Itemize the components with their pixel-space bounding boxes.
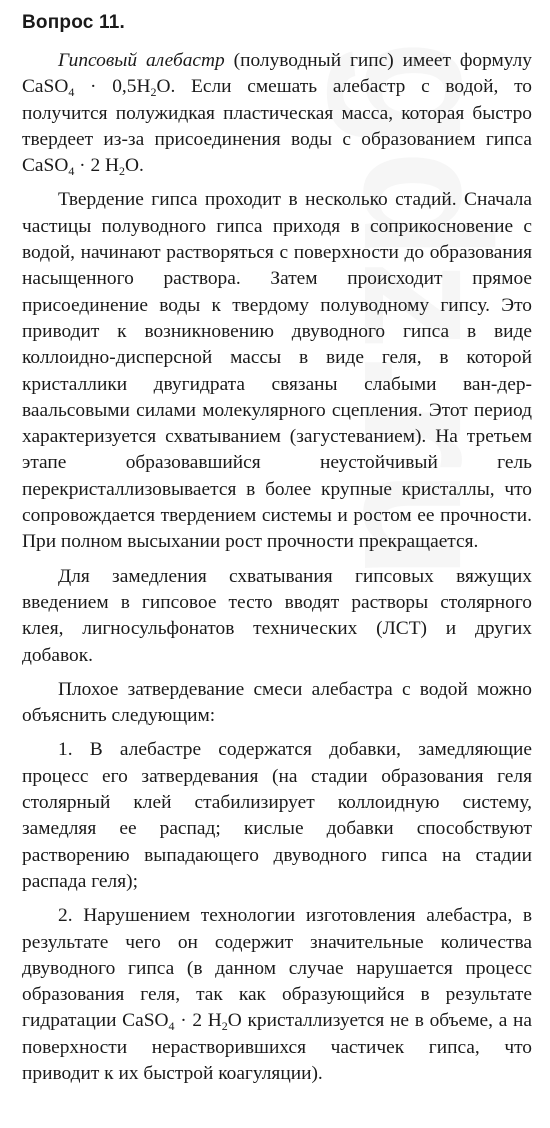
- term-gypsum-alabaster: Гипсовый алебастр: [58, 50, 225, 71]
- subscript: 4: [68, 164, 75, 179]
- subscript: 2: [150, 85, 157, 100]
- paragraph-hardening-stages: Твердение гипса проходит в несколько стадий. Сначала частицы полуводного гипса приходя в соприкосновение с водой, начинают растворяться с поверхности до образования насыщенного раствора. Затем происходит прямое присоединение воды к твердому полуводному гипсу. Это приводит к возникновению двуводного гипса в виде коллоидно-дисперсной массы в виде геля, в которой кристаллики двугидрата связаны слабыми ван-дер-ваальсовыми силами молекулярного сцепления. Этот период характеризуется схватыванием (загустеванием). На третьем этапе образовавшийся неустойчивый гель перекристаллизовывается в более крупные кристаллы, что сопровождается твердением системы и ростом ее прочности. При полном высыхании рост прочности прекращается.: [22, 189, 532, 553]
- paragraph-explanation-intro: Плохое затвердевание смеси алебастра с водой можно объяснить следующим:: [22, 678, 532, 727]
- subscript: 4: [68, 85, 75, 100]
- text-run: O кристаллизуется не в объеме, а на поверхности нерастворившихся частичек гипса, что приводит к их быстрой коагуляции).: [22, 1010, 533, 1084]
- text-run: O. Если смешать алебастр с водой, то получится полужидкая пластическая масса, которая быстро твердеет из-за присоединения воды с образованием гипса CaSO: [22, 76, 532, 177]
- text-run: O.: [125, 155, 144, 177]
- paragraph-definition: [22, 48, 532, 179]
- paragraph-reason-2: [22, 903, 532, 1087]
- subscript: 4: [168, 1019, 175, 1034]
- question-title: Вопрос 11.: [22, 12, 125, 33]
- paragraph-reason-1: 1. В алебастре содержатся добавки, замедляющие процесс его затвердевания (на стадии образования геля столярный клей стабилизирует коллоидную систему, замедляя ее распад; кислые добавки способствуют растворению выпадающего двуводного гипса на стадии распада геля);: [22, 739, 532, 892]
- paragraph-retarders: Для замедления схватывания гипсовых вяжущих введением в гипсовое тесто вводят растворы столярного клея, лигносульфонатов технических (ЛСТ) и других добавок.: [22, 565, 532, 666]
- subscript: 2: [119, 164, 126, 179]
- subscript: 2: [221, 1019, 228, 1034]
- document-page: [22, 12, 532, 1095]
- text-run: (полуводный гипс) имеет формулу CaSO: [22, 50, 532, 98]
- text-run: · 0,5H: [74, 76, 151, 98]
- text-run: · 2 H: [74, 155, 120, 177]
- text-run: 2. Нарушением технологии изготовления алебастра, в результате чего он содержит значительные количества двуводного гипса (в данном случае нарушается процесс образования геля, так как образующийся в результате гидратации CaSO: [22, 905, 532, 1032]
- text-run: · 2 H: [174, 1010, 222, 1032]
